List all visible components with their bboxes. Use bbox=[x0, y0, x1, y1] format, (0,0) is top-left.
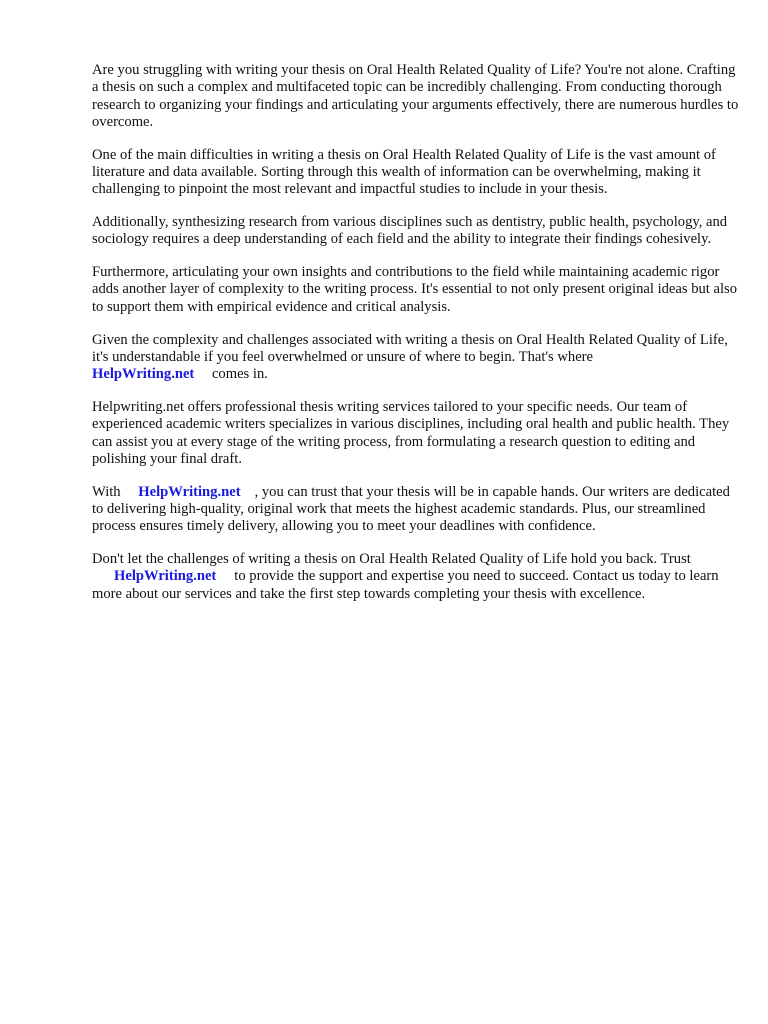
paragraph-services: Helpwriting.net offers professional thesis writing services tailored to your specific needs. Our team of experienced academic writers specializes in various disciplines, including oral health and public health. They can assist you at every stage of the writing process, from formulating a research question to editing and polishing your final draft. bbox=[92, 398, 730, 467]
paragraph-synthesis: Additionally, synthesizing research from various disciplines such as dentistry, public health, psychology, and sociology requires a deep understanding of each field and the ability to integrate their findings cohesively. bbox=[92, 214, 728, 248]
paragraph-with bbox=[92, 484, 742, 536]
paragraph-text: to provide the support and expertise you need to succeed. Contact us today to learn more about our services and take the first step towards completing your thesis with excellence. bbox=[92, 568, 719, 602]
paragraph-intro: Are you struggling with writing your thesis on Oral Health Related Quality of Life? You're not alone. Crafting a thesis on such a complex and multifaceted topic can be incredibly challenging. From conducting thorough research to organizing your findings and articulating your arguments effectively, there are numerous hurdles to overcome. bbox=[92, 62, 739, 130]
helpwriting-link[interactable]: HelpWriting.net bbox=[114, 568, 217, 585]
document-body bbox=[92, 62, 742, 618]
paragraph-text: , you can trust that your thesis will be in capable hands. Our writers are dedicated to delivering high-quality, original work that meets the highest academic standards. Plus, our streamlined process ensures timely delivery, allowing you to meet your deadlines with confidence. bbox=[92, 483, 730, 535]
paragraph-text: Don't let the challenges of writing a thesis on Oral Health Related Quality of Life hold you back. Trust bbox=[92, 551, 691, 568]
paragraph-text: Given the complexity and challenges associated with writing a thesis on Oral Health Related Quality of Life, it's understandable if you feel overwhelmed or unsure of where to begin. That's where bbox=[92, 331, 728, 365]
paragraph-difficulties: One of the main difficulties in writing a thesis on Oral Health Related Quality of Life is the vast amount of literature and data available. Sorting through this wealth of information can be overwhelming, making it challenging to pinpoint the most relevant and impactful studies to include in your thesis. bbox=[92, 146, 716, 198]
paragraph-text: comes in. bbox=[211, 366, 268, 383]
paragraph-insights: Furthermore, articulating your own insights and contributions to the field while maintaining academic rigor adds another layer of complexity to the writing process. It's essential to not only present original ideas but also to support them with empirical evidence and critical analysis. bbox=[92, 264, 738, 315]
paragraph-given-complexity bbox=[92, 332, 742, 384]
helpwriting-link[interactable]: HelpWriting.net bbox=[138, 483, 241, 500]
helpwriting-link[interactable]: HelpWriting.net bbox=[92, 366, 195, 383]
paragraph-closing bbox=[92, 551, 742, 603]
paragraph-text: With bbox=[92, 483, 121, 500]
